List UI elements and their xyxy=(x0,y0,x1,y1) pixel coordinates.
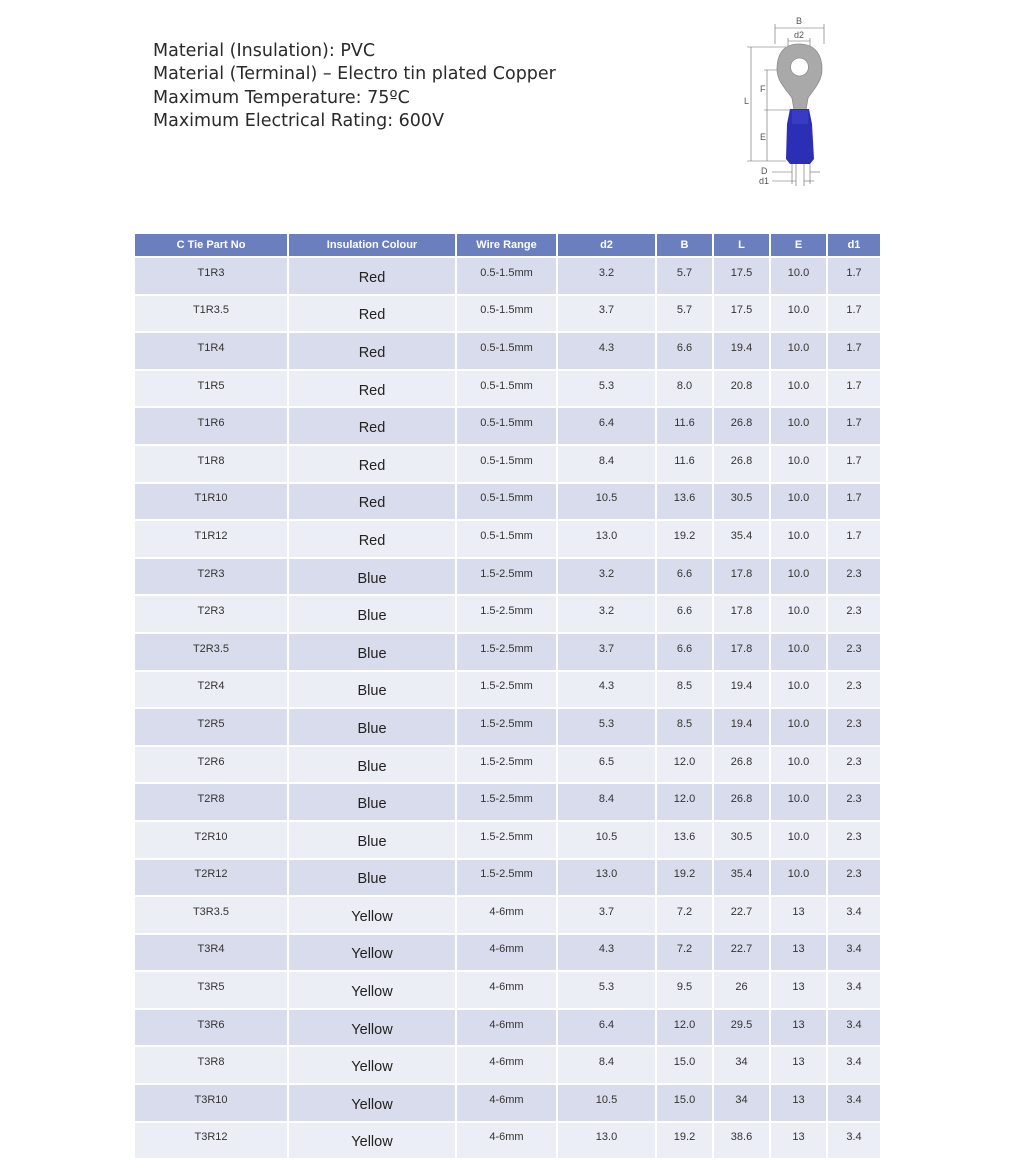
table-row xyxy=(135,258,880,294)
cell-e: 10.0 xyxy=(771,333,826,369)
cell-part-no: T2R10 xyxy=(135,822,287,858)
table-row xyxy=(135,709,880,745)
cell-b: 8.5 xyxy=(657,709,712,745)
table-row xyxy=(135,296,880,332)
cell-d1: 2.3 xyxy=(828,559,880,595)
cell-d2: 3.2 xyxy=(558,559,655,595)
cell-b: 11.6 xyxy=(657,446,712,482)
cell-d1: 1.7 xyxy=(828,446,880,482)
cell-d1: 1.7 xyxy=(828,296,880,332)
cell-insulation-colour: Red xyxy=(289,333,455,369)
cell-d2: 13.0 xyxy=(558,860,655,896)
cell-insulation-colour: Blue xyxy=(289,747,455,783)
cell-part-no: T2R4 xyxy=(135,672,287,708)
table-row xyxy=(135,1010,880,1046)
cell-b: 6.6 xyxy=(657,634,712,670)
table-row xyxy=(135,897,880,933)
cell-d1: 2.3 xyxy=(828,822,880,858)
cell-wire-range: 1.5-2.5mm xyxy=(457,559,556,595)
cell-insulation-colour: Red xyxy=(289,484,455,520)
cell-b: 19.2 xyxy=(657,521,712,557)
cell-part-no: T1R3 xyxy=(135,258,287,294)
diagram-label-f: F xyxy=(760,84,766,94)
cell-l: 17.8 xyxy=(714,596,769,632)
cell-insulation-colour: Blue xyxy=(289,672,455,708)
cell-l: 19.4 xyxy=(714,333,769,369)
cell-d1: 1.7 xyxy=(828,258,880,294)
table-row xyxy=(135,784,880,820)
cell-d1: 2.3 xyxy=(828,596,880,632)
cell-wire-range: 0.5-1.5mm xyxy=(457,446,556,482)
cell-e: 13 xyxy=(771,972,826,1008)
table-row xyxy=(135,408,880,444)
cell-b: 7.2 xyxy=(657,935,712,971)
cell-b: 13.6 xyxy=(657,484,712,520)
cell-b: 8.0 xyxy=(657,371,712,407)
cell-b: 11.6 xyxy=(657,408,712,444)
cell-b: 6.6 xyxy=(657,596,712,632)
cell-insulation-colour: Blue xyxy=(289,784,455,820)
table-row xyxy=(135,333,880,369)
cell-l: 22.7 xyxy=(714,935,769,971)
cell-wire-range: 1.5-2.5mm xyxy=(457,747,556,783)
cell-e: 10.0 xyxy=(771,371,826,407)
cell-insulation-colour: Yellow xyxy=(289,1010,455,1046)
cell-l: 35.4 xyxy=(714,521,769,557)
cell-insulation-colour: Yellow xyxy=(289,1085,455,1121)
header-insulation-colour: Insulation Colour xyxy=(289,234,455,256)
table-row xyxy=(135,634,880,670)
cell-d1: 1.7 xyxy=(828,333,880,369)
cell-l: 26.8 xyxy=(714,408,769,444)
cell-insulation-colour: Red xyxy=(289,446,455,482)
cell-insulation-colour: Yellow xyxy=(289,972,455,1008)
cell-part-no: T2R3 xyxy=(135,559,287,595)
diagram-label-d: D xyxy=(761,166,768,176)
cell-d1: 3.4 xyxy=(828,1047,880,1083)
cell-d2: 4.3 xyxy=(558,333,655,369)
cell-d2: 3.7 xyxy=(558,897,655,933)
cell-d2: 5.3 xyxy=(558,972,655,1008)
cell-part-no: T2R5 xyxy=(135,709,287,745)
table-header-row xyxy=(135,234,880,256)
cell-wire-range: 0.5-1.5mm xyxy=(457,371,556,407)
cell-l: 20.8 xyxy=(714,371,769,407)
cell-d2: 5.3 xyxy=(558,709,655,745)
cell-b: 12.0 xyxy=(657,747,712,783)
cell-d2: 6.5 xyxy=(558,747,655,783)
cell-e: 10.0 xyxy=(771,747,826,783)
cell-d1: 1.7 xyxy=(828,408,880,444)
cell-insulation-colour: Red xyxy=(289,371,455,407)
table-row xyxy=(135,860,880,896)
cell-insulation-colour: Yellow xyxy=(289,1123,455,1159)
cell-part-no: T3R10 xyxy=(135,1085,287,1121)
cell-e: 13 xyxy=(771,1010,826,1046)
cell-b: 6.6 xyxy=(657,559,712,595)
header-d2: d2 xyxy=(558,234,655,256)
cell-d1: 3.4 xyxy=(828,935,880,971)
cell-b: 19.2 xyxy=(657,1123,712,1159)
cell-wire-range: 0.5-1.5mm xyxy=(457,484,556,520)
cell-wire-range: 1.5-2.5mm xyxy=(457,784,556,820)
cell-l: 17.8 xyxy=(714,634,769,670)
cell-d1: 3.4 xyxy=(828,1010,880,1046)
cell-d2: 10.5 xyxy=(558,484,655,520)
cell-e: 10.0 xyxy=(771,559,826,595)
cell-e: 10.0 xyxy=(771,634,826,670)
cell-e: 10.0 xyxy=(771,408,826,444)
cell-d2: 3.2 xyxy=(558,596,655,632)
cell-e: 13 xyxy=(771,935,826,971)
cell-e: 13 xyxy=(771,897,826,933)
cell-b: 5.7 xyxy=(657,296,712,332)
cell-d2: 10.5 xyxy=(558,1085,655,1121)
cell-part-no: T1R6 xyxy=(135,408,287,444)
cell-e: 10.0 xyxy=(771,521,826,557)
cell-d2: 4.3 xyxy=(558,672,655,708)
cell-part-no: T1R5 xyxy=(135,371,287,407)
cell-b: 6.6 xyxy=(657,333,712,369)
cell-insulation-colour: Red xyxy=(289,296,455,332)
table-row xyxy=(135,747,880,783)
cell-part-no: T3R12 xyxy=(135,1123,287,1159)
cell-l: 34 xyxy=(714,1085,769,1121)
cell-wire-range: 4-6mm xyxy=(457,1085,556,1121)
cell-d2: 10.5 xyxy=(558,822,655,858)
cell-wire-range: 0.5-1.5mm xyxy=(457,521,556,557)
table-row xyxy=(135,371,880,407)
cell-d2: 13.0 xyxy=(558,521,655,557)
cell-l: 26 xyxy=(714,972,769,1008)
cell-wire-range: 1.5-2.5mm xyxy=(457,634,556,670)
table-row xyxy=(135,672,880,708)
table-row xyxy=(135,446,880,482)
cell-part-no: T2R8 xyxy=(135,784,287,820)
header-b: B xyxy=(657,234,712,256)
cell-l: 29.5 xyxy=(714,1010,769,1046)
table-row xyxy=(135,822,880,858)
cell-b: 15.0 xyxy=(657,1047,712,1083)
cell-e: 10.0 xyxy=(771,258,826,294)
cell-d2: 8.4 xyxy=(558,1047,655,1083)
cell-l: 30.5 xyxy=(714,484,769,520)
cell-l: 26.8 xyxy=(714,747,769,783)
cell-d1: 2.3 xyxy=(828,784,880,820)
cell-l: 17.5 xyxy=(714,296,769,332)
cell-wire-range: 4-6mm xyxy=(457,1123,556,1159)
cell-l: 34 xyxy=(714,1047,769,1083)
cell-wire-range: 1.5-2.5mm xyxy=(457,672,556,708)
cell-insulation-colour: Blue xyxy=(289,634,455,670)
spec-max-temperature: Maximum Temperature: 75ºC xyxy=(153,87,410,108)
table-row xyxy=(135,1085,880,1121)
cell-e: 10.0 xyxy=(771,784,826,820)
diagram-label-d1: d1 xyxy=(759,176,770,186)
cell-d2: 13.0 xyxy=(558,1123,655,1159)
cell-d2: 6.4 xyxy=(558,408,655,444)
cell-d2: 3.7 xyxy=(558,634,655,670)
cell-insulation-colour: Red xyxy=(289,521,455,557)
cell-part-no: T2R3.5 xyxy=(135,634,287,670)
cell-e: 10.0 xyxy=(771,446,826,482)
cell-l: 17.5 xyxy=(714,258,769,294)
cell-part-no: T1R10 xyxy=(135,484,287,520)
cell-wire-range: 0.5-1.5mm xyxy=(457,296,556,332)
cell-wire-range: 1.5-2.5mm xyxy=(457,709,556,745)
cell-part-no: T3R4 xyxy=(135,935,287,971)
table-row xyxy=(135,596,880,632)
cell-wire-range: 0.5-1.5mm xyxy=(457,333,556,369)
cell-b: 15.0 xyxy=(657,1085,712,1121)
cell-wire-range: 4-6mm xyxy=(457,897,556,933)
cell-b: 9.5 xyxy=(657,972,712,1008)
cell-wire-range: 4-6mm xyxy=(457,935,556,971)
table-row xyxy=(135,972,880,1008)
cell-e: 10.0 xyxy=(771,596,826,632)
spec-terminal-material: Material (Terminal) – Electro tin plated Copper xyxy=(153,64,556,85)
table-row xyxy=(135,559,880,595)
cell-b: 12.0 xyxy=(657,784,712,820)
ring-terminal-diagram xyxy=(742,14,832,192)
table-body xyxy=(135,258,880,1158)
cell-part-no: T2R12 xyxy=(135,860,287,896)
cell-d1: 3.4 xyxy=(828,897,880,933)
spec-insulation-material: Material (Insulation): PVC xyxy=(153,41,376,61)
cell-l: 17.8 xyxy=(714,559,769,595)
diagram-label-b: B xyxy=(796,16,803,26)
cell-d2: 8.4 xyxy=(558,784,655,820)
cell-d1: 2.3 xyxy=(828,634,880,670)
cell-d1: 2.3 xyxy=(828,709,880,745)
cell-b: 8.5 xyxy=(657,672,712,708)
cell-b: 7.2 xyxy=(657,897,712,933)
terminal-hole xyxy=(791,58,809,76)
cell-d1: 2.3 xyxy=(828,860,880,896)
cell-insulation-colour: Blue xyxy=(289,822,455,858)
cell-d1: 3.4 xyxy=(828,1085,880,1121)
cell-e: 13 xyxy=(771,1085,826,1121)
cell-wire-range: 1.5-2.5mm xyxy=(457,822,556,858)
cell-e: 10.0 xyxy=(771,822,826,858)
header-part-no: C Tie Part No xyxy=(135,234,287,256)
spec-block xyxy=(153,40,556,133)
cell-insulation-colour: Yellow xyxy=(289,1047,455,1083)
cell-b: 5.7 xyxy=(657,258,712,294)
cell-insulation-colour: Red xyxy=(289,408,455,444)
header-wire-range: Wire Range xyxy=(457,234,556,256)
cell-insulation-colour: Yellow xyxy=(289,935,455,971)
table-row xyxy=(135,935,880,971)
cell-part-no: T2R6 xyxy=(135,747,287,783)
cell-part-no: T3R6 xyxy=(135,1010,287,1046)
cell-insulation-colour: Blue xyxy=(289,709,455,745)
header-l: L xyxy=(714,234,769,256)
cell-d1: 3.4 xyxy=(828,1123,880,1159)
cell-wire-range: 1.5-2.5mm xyxy=(457,596,556,632)
cell-insulation-colour: Yellow xyxy=(289,897,455,933)
terminal-ring-shape xyxy=(777,44,822,110)
cell-b: 13.6 xyxy=(657,822,712,858)
cell-wire-range: 0.5-1.5mm xyxy=(457,408,556,444)
cell-e: 13 xyxy=(771,1047,826,1083)
header-d1: d1 xyxy=(828,234,880,256)
cell-part-no: T1R8 xyxy=(135,446,287,482)
cell-e: 10.0 xyxy=(771,860,826,896)
table-row xyxy=(135,521,880,557)
cell-e: 10.0 xyxy=(771,484,826,520)
cell-d2: 6.4 xyxy=(558,1010,655,1046)
diagram-label-e: E xyxy=(760,132,767,142)
cell-e: 10.0 xyxy=(771,672,826,708)
table-row xyxy=(135,1047,880,1083)
cell-b: 12.0 xyxy=(657,1010,712,1046)
cell-d2: 3.2 xyxy=(558,258,655,294)
cell-part-no: T3R5 xyxy=(135,972,287,1008)
cell-l: 19.4 xyxy=(714,709,769,745)
cell-l: 38.6 xyxy=(714,1123,769,1159)
cell-d1: 2.3 xyxy=(828,672,880,708)
cell-wire-range: 1.5-2.5mm xyxy=(457,860,556,896)
cell-part-no: T1R12 xyxy=(135,521,287,557)
cell-wire-range: 4-6mm xyxy=(457,972,556,1008)
cell-l: 26.8 xyxy=(714,446,769,482)
diagram-label-d2: d2 xyxy=(794,30,805,40)
cell-d2: 4.3 xyxy=(558,935,655,971)
cell-d2: 5.3 xyxy=(558,371,655,407)
table-row xyxy=(135,1123,880,1159)
cell-insulation-colour: Blue xyxy=(289,860,455,896)
terminal-spec-table xyxy=(133,232,882,1160)
cell-wire-range: 0.5-1.5mm xyxy=(457,258,556,294)
table-row xyxy=(135,484,880,520)
cell-wire-range: 4-6mm xyxy=(457,1010,556,1046)
cell-insulation-colour: Red xyxy=(289,258,455,294)
cell-d2: 8.4 xyxy=(558,446,655,482)
cell-d1: 1.7 xyxy=(828,371,880,407)
diagram-label-l: L xyxy=(744,96,750,106)
cell-d1: 2.3 xyxy=(828,747,880,783)
cell-d1: 1.7 xyxy=(828,484,880,520)
cell-l: 35.4 xyxy=(714,860,769,896)
cell-insulation-colour: Blue xyxy=(289,559,455,595)
cell-e: 10.0 xyxy=(771,296,826,332)
cell-l: 26.8 xyxy=(714,784,769,820)
cell-part-no: T3R8 xyxy=(135,1047,287,1083)
cell-l: 30.5 xyxy=(714,822,769,858)
cell-part-no: T1R4 xyxy=(135,333,287,369)
spec-max-rating: Maximum Electrical Rating: 600V xyxy=(153,110,445,131)
cell-e: 13 xyxy=(771,1123,826,1159)
cell-part-no: T1R3.5 xyxy=(135,296,287,332)
cell-e: 10.0 xyxy=(771,709,826,745)
cell-b: 19.2 xyxy=(657,860,712,896)
cell-l: 22.7 xyxy=(714,897,769,933)
cell-wire-range: 4-6mm xyxy=(457,1047,556,1083)
cell-l: 19.4 xyxy=(714,672,769,708)
cell-part-no: T3R3.5 xyxy=(135,897,287,933)
header-e: E xyxy=(771,234,826,256)
cell-d1: 1.7 xyxy=(828,521,880,557)
cell-insulation-colour: Blue xyxy=(289,596,455,632)
cell-d1: 3.4 xyxy=(828,972,880,1008)
cell-part-no: T2R3 xyxy=(135,596,287,632)
cell-d2: 3.7 xyxy=(558,296,655,332)
